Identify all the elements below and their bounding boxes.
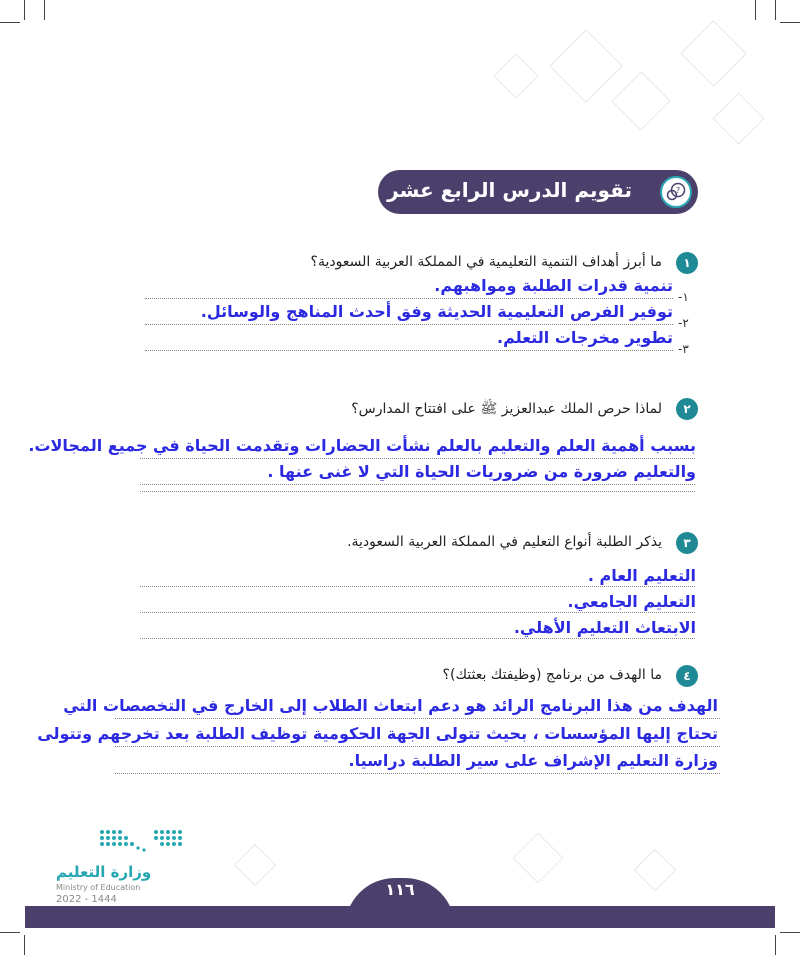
answer-index: -١ [678, 290, 689, 304]
answer-text: التعليم الجامعي. [567, 592, 696, 611]
crop-mark [775, 0, 776, 20]
answer-text: تحتاج إليها المؤسسات ، بحيث تتولى الجهة الحكومية توظيف الطلبة بعد تخرجهم وتتولى [37, 724, 718, 743]
answer-line [145, 324, 673, 325]
answer-text: الهدف من هذا البرنامج الرائد هو دعم ابتعاث الطلاب إلى الخارج في التخصصات التي [63, 696, 718, 715]
question-text: لماذا حرص الملك عبدالعزيز ﷺ على افتتاح المدارس؟ [351, 401, 662, 417]
answer-line [140, 458, 695, 459]
crop-mark [780, 932, 800, 933]
decorative-square [549, 29, 623, 103]
answer-text: الابتعاث التعليم الأهلي. [513, 618, 696, 637]
ministry-name-english: Ministry of Education [56, 883, 141, 892]
answer-text: تطوير مخرجات التعلم. [497, 328, 673, 347]
crop-mark [0, 22, 20, 23]
svg-text:?: ? [675, 186, 681, 195]
question-text: ما أبرز أهداف التنمية التعليمية في المملكة العربية السعودية؟ [310, 254, 662, 270]
answer-line [140, 612, 695, 613]
answer-text: وزارة التعليم الإشراف على سير الطلبة دراسيا. [348, 751, 718, 770]
answer-line [140, 586, 695, 587]
answer-text: توفير الفرص التعليمية الحديثة وفق أحدث المناهج والوسائل. [200, 302, 673, 321]
answer-text: تنمية قدرات الطلبة ومواهبهم. [434, 276, 673, 295]
answer-line [115, 773, 720, 774]
question-number: ١ [676, 252, 698, 274]
answer-line [115, 718, 720, 719]
answer-line [140, 484, 695, 485]
decorative-square [513, 833, 564, 884]
crop-mark [0, 932, 20, 933]
crop-mark [780, 22, 800, 23]
decorative-square [634, 849, 676, 891]
answer-line [145, 350, 673, 351]
decorative-square [234, 844, 276, 886]
question-text: يذكر الطلبة أنواع التعليم في المملكة العربية السعودية. [347, 534, 662, 550]
decorative-square [680, 20, 746, 86]
answer-line [145, 298, 673, 299]
decorative-square [712, 92, 764, 144]
question-text: ما الهدف من برنامج (وظيفتك بعثتك)؟ [442, 667, 662, 683]
ministry-name-arabic: وزارة التعليم [56, 863, 152, 881]
edition-year: 2022 - 1444 [56, 894, 117, 905]
lesson-title-bar [378, 170, 698, 214]
question-bubble-icon [660, 176, 692, 208]
question-number: ٢ [676, 398, 698, 420]
lesson-title: تقويم الدرس الرابع عشر [387, 178, 632, 202]
answer-line [115, 746, 720, 747]
answer-line [140, 638, 695, 639]
decorative-square [493, 53, 538, 98]
answer-text: بسبب أهمية العلم والتعليم بالعلم نشأت الحضارات وتقدمت الحياة في جميع المجالات. [28, 436, 696, 455]
page-number: ١١٦ [385, 880, 415, 899]
answer-text: والتعليم ضرورة من ضروريات الحياة التي لا غنى عنها . [267, 462, 696, 481]
answer-index: -٣ [678, 342, 689, 356]
decorative-square [611, 71, 670, 130]
crop-mark [24, 0, 25, 20]
question-number: ٣ [676, 532, 698, 554]
question-number: ٤ [676, 665, 698, 687]
answer-text: التعليم العام . [587, 566, 696, 585]
crop-mark [755, 0, 756, 20]
crop-mark [44, 0, 45, 20]
crop-mark [24, 935, 25, 955]
crop-mark [775, 935, 776, 955]
answer-line [140, 491, 695, 492]
answer-index: -٢ [678, 316, 689, 330]
ministry-logo-icon [96, 826, 186, 864]
